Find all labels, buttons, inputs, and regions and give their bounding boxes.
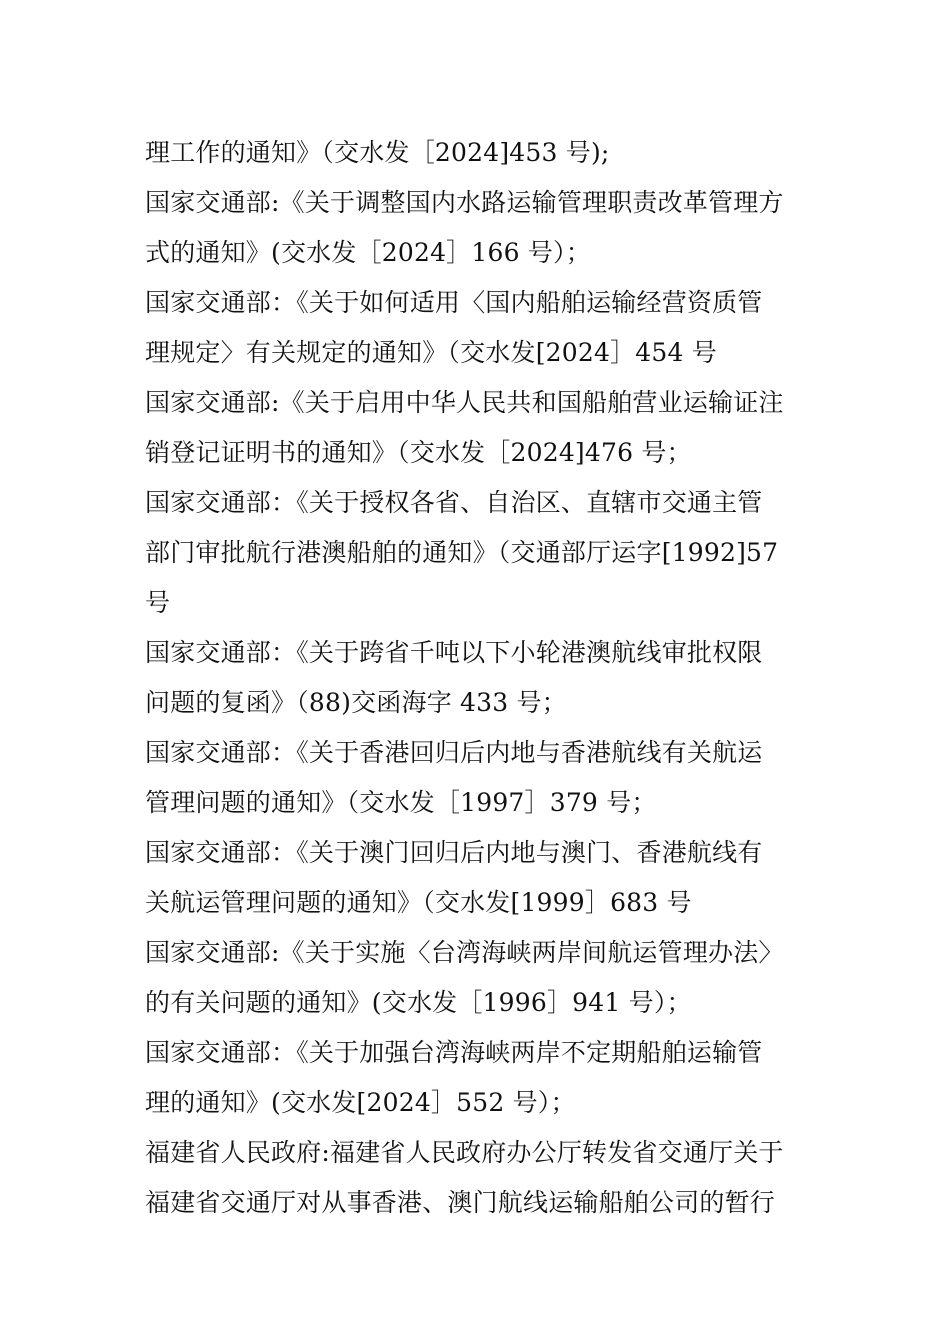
- text-line: 销登记证明书的通知》（交水发［2024]476 号；: [145, 438, 692, 467]
- text-line: 国家交通部：《关于跨省千吨以下小轮港澳航线审批权限: [145, 638, 763, 667]
- text-line: 国家交通部：《关于如何适用〈国内船舶运输经营资质管: [145, 288, 763, 317]
- text-line: 国家交通部:《关于启用中华人民共和国船舶营业运输证注: [145, 388, 784, 417]
- text-line: 福建省交通厅对从事香港、澳门航线运输船舶公司的暂行: [145, 1188, 776, 1217]
- text-line: 国家交通部:《关于调整国内水路运输管理职责改革管理方: [145, 188, 784, 217]
- text-line: 管理问题的通知》（交水发［1997］379 号；: [145, 788, 657, 817]
- text-line: 理的通知》(交水发[2024］552 号）；: [145, 1088, 576, 1117]
- text-line: 国家交通部：《关于澳门回归后内地与澳门、香港航线有: [145, 838, 763, 867]
- text-line: 关航运管理问题的通知》（交水发[1999］683 号: [145, 888, 692, 917]
- text-line: 国家交通部:《关于实施〈台湾海峡两岸间航运管理办法〉: [145, 938, 784, 967]
- text-line: 福建省人民政府:福建省人民政府办公厅转发省交通厅关于: [145, 1138, 784, 1167]
- text-line: 号: [145, 588, 171, 617]
- text-line: 理规定〉有关规定的通知》（交水发[2024］454 号: [145, 338, 717, 367]
- text-line: 的有关问题的通知》(交水发［1996］941 号）；: [145, 988, 692, 1017]
- text-line: 国家交通部：《关于香港回归后内地与香港航线有关航运: [145, 738, 763, 767]
- document-body: [145, 128, 815, 1228]
- text-line: 部门审批航行港澳船舶的通知》（交通部厅运字[1992]57: [145, 538, 779, 567]
- text-line: 问题的复函》（88)交函海字 433 号；: [145, 688, 567, 717]
- text-line: 理工作的通知》（交水发［2024]453 号);: [145, 138, 610, 167]
- text-line: 式的通知》(交水发［2024］166 号）；: [145, 238, 591, 267]
- text-line: 国家交通部：《关于加强台湾海峡两岸不定期船舶运输管: [145, 1038, 763, 1067]
- text-line: 国家交通部：《关于授权各省、自治区、直辖市交通主管: [145, 488, 763, 517]
